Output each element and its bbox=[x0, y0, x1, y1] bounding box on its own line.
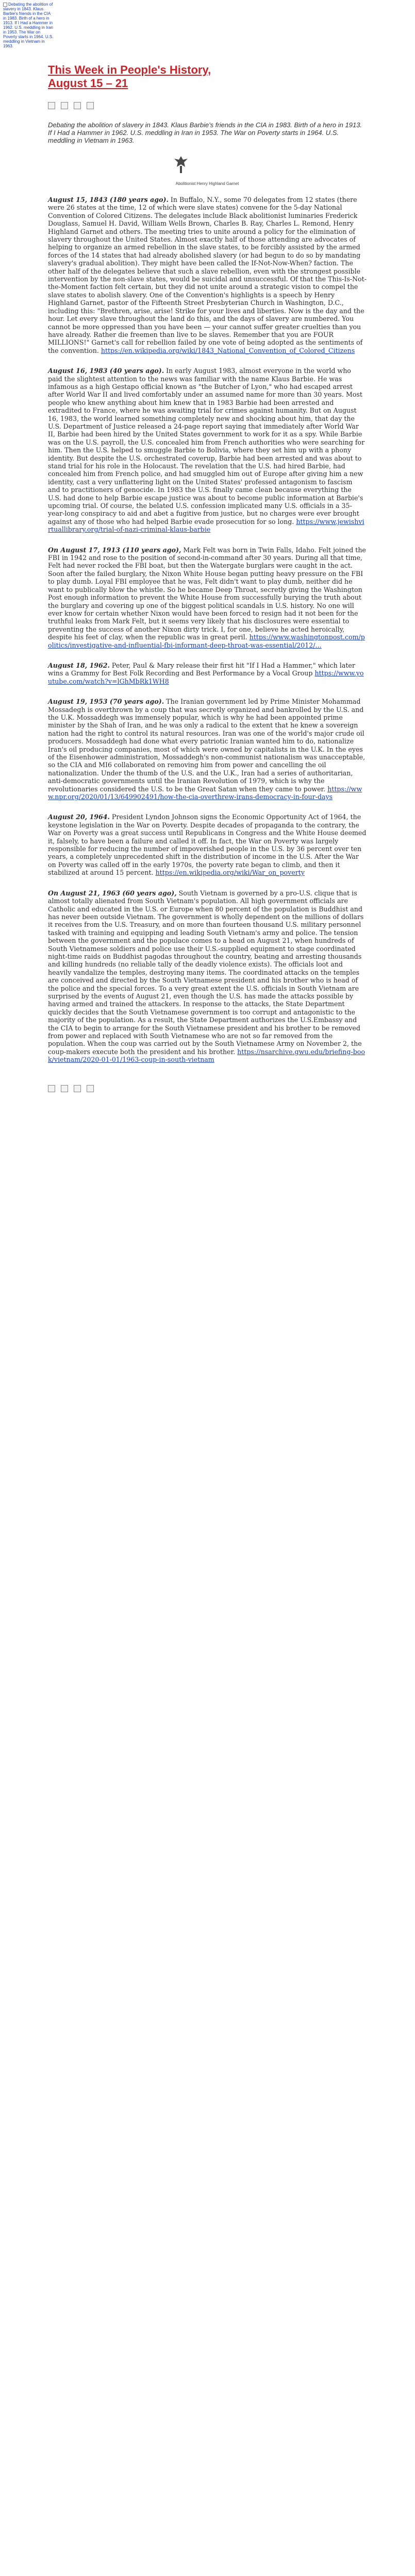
entry-source-link[interactable]: https://en.wikipedia.org/wiki/1843_National_Convention_of_Colored_Citizens bbox=[101, 346, 355, 354]
email-icon[interactable] bbox=[74, 102, 81, 109]
email-icon[interactable] bbox=[74, 1085, 81, 1092]
entry-source-link[interactable]: https://www.washingtonpost.com/politics/investigative-and-influential-fbi-informant-deep-throat-was-essential/2012/... bbox=[48, 633, 365, 649]
facebook-icon[interactable] bbox=[48, 102, 55, 109]
entry-text: In Buffalo, N.Y., some 70 delegates from 12 states (there were 26 states at the time, 12 of which were slave states) convene for the 5-day National Convention of Colored Citizens. The delegates include Black abolitionist luminaries Frederick Douglass, Samuel H. David, William Wells Brown, Charles B. Ray, Charles L. Remond, Henry Highland Garnet and others. The meeting tries to unite around a policy for the elimination of slavery throughout the United States. Almost exactly half of those attending are advocates of helping to organize an armed rebellion in the slave states, to be forcibly assisted by the armed forces of the 14 states that had already abolished slavery (or had begun to do so by mandating slavery's gradual abolition). They might have been called the If-Not-Now-When? faction. The other half of the delegates believe that such a slave rebellion, even with the strongest possible intervention by the non-slave states, would be suicidal and unsuccessful. Of that the This-Is-Not-the-Moment faction felt certain, but they did not unite around a strategic vision to compel the slave states to abolish slavery. One of the Convention's highlights is a speech by Henry Highland Garnet, pastor of the Fifteenth Street Presbyterian Church in Washington, D.C., including this: "Brethren, arise, arise! Strike for your lives and liberties. Now is the day and the hour. Let every slave throughout the land do this, and the days of slavery are numbered. You cannot be more oppressed than you have been — your cannot suffer greater cruelties than you have already. Rather die freemen than live to be slaves. Remember that you are FOUR MILLIONS!" Garnet's call for rebellion failed by one vote of being adopted as the sentiments of the convention. bbox=[48, 196, 367, 354]
entry-text: President Lyndon Johnson signs the Economic Opportunity Act of 1964, the keystone legislation in the War on Poverty. Despite decades of propaganda to the contrary, the War on Poverty was a great success until Republicans in Congress and the White House deemed it, falsely, to have been a failure and called it off. In fact, the War on Poverty was largely responsible for reducing the number of impoverished people in the U.S. by 36 percent over ten years, a completely unprecedented shift in the distribution of income in the U.S. After the War on Poverty was called off in the early 1970s, the poverty rate began to climb, and then it stabilized at around 15 percent. bbox=[48, 813, 367, 877]
entry-item bbox=[48, 889, 367, 1064]
entry-date: August 16, 1983 (40 years ago). bbox=[48, 367, 164, 375]
entry-text: Peter, Paul & Mary release their first hit "If I Had a Hammer," which later wins a Grammy for Best Folk Recording and Best Performance by a Vocal Group bbox=[48, 661, 355, 677]
entry-date: August 15, 1843 (180 years ago). bbox=[48, 196, 169, 204]
entries-list bbox=[48, 196, 367, 1064]
print-icon[interactable] bbox=[87, 1085, 94, 1092]
eagle-logo-icon bbox=[173, 155, 189, 175]
entry-item bbox=[48, 698, 367, 801]
entry-source-link[interactable]: https://www.youtube.com/watch?v=lGhMbRk1WH8 bbox=[48, 669, 364, 685]
newsletter-title[interactable] bbox=[48, 49, 392, 90]
entry-text: South Vietnam is governed by a pro-U.S. clique that is almost totally alienated from South Vietnam's population. All high government officials are Catholic and educated in the U.S. or Europe when 80 percent of the population is Buddhist and has never been outside Vietnam. The government is wholly dependent on the millions of dollars it receives from the U.S. Treasury, and on more than fourteen thousand U.S. military personnel tasked with training and equipping and leading South Vietnam's army and police. The tension between the government and the populace comes to a head on August 21, when hundreds of South Vietnamese soldiers and police use their U.S.-supplied equipment to stage coordinated night-time raids on Buddhist pagodas throughout the country, beating and arresting thousands and killing hundreds (no reliable tally of the deadly violence exists). The officials loot and heavily vandalize the temples, destroying many items. The coordinated attacks on the temples are conceived and directed by the South Vietnamese president and his brother who is head of the police and the special forces. To a very great extent the U.S. officials in South Vietnam are surprised by the events of August 21, even though the U.S. has made the attacks possible by having armed and trained the attackers. In response to the attacks, the State Department quickly decides that the South Vietnamese government is too corrupt and antagonistic to the majority of the population. As a result, the State Department authorizes the U.S.Embassy and the CIA to begin to arrange for the South Vietnamese president and his brother to be removed from power and replaced with South Vietnamese who are not so far removed from the population. When the coup was carried out by the South Vietnamese Army on November 2, the coup-makers execute both the president and his brother. bbox=[48, 889, 364, 1056]
entry-source-link[interactable]: https://www.jewishvirtuallibrary.org/trial-of-nazi-criminal-klaus-barbie bbox=[48, 517, 364, 534]
entry-text: In early August 1983, almost everyone in the world who paid the slightest attention to the news was familiar with the name Klaus Barbie. He was infamous as a high Gestapo official known as "the Butcher of Lyon," who had escaped arrest after World War II and lived comfortably under an assumed name for more than 30 years. Most people who knew anything about him knew that in 1983 Barbie had been arrested and extradited to France, where he was awaiting trial for crimes against humanity. But on August 16, 1983, the world learned something completely new and shocking about him, that day the U.S. Department of Justice released a 24-page report saying that immediately after World War II, Barbie had been hired by the United States government to work for it as a spy. While Barbie was on the U.S. payroll, the U.S. concealed him from French authorities who were searching for him. Then the U.S. helped to smuggle Barbie to Bolivia, where they set him up with a phony identity. But despite the U.S. orchestrated coverup, Barbie had been arrested and was about to stand trial for his role in the Holocaust. The revelation that the U.S. had hired Barbie, had concealed him from French police, and had smuggled him out of Europe after giving him a new identity, cast a very unflattering light on the United States' professed antagonism to fascism and to practitioners of genocide. In 1983 the U.S. finally came clean because everything the U.S. had done to help Barbie escape justice was about to become public information at Barbie's upcoming trial. Of course, the belated U.S. confession implicated many U.S. officials in a 35-year-long conspiracy to aid and abet a fugitive from justice, but no charges were ever brought against any of those who had helped Barbie evade prosecution for so long. bbox=[48, 367, 365, 526]
twitter-icon[interactable] bbox=[61, 102, 68, 109]
entry-date: On August 21, 1963 (60 years ago), bbox=[48, 889, 177, 897]
figure-caption: Abolitionist Henry Highland Garnet bbox=[175, 181, 239, 186]
featured-figure bbox=[22, 155, 392, 191]
newsletter-card bbox=[22, 49, 392, 1095]
entry-date: August 19, 1953 (70 years ago). bbox=[48, 698, 164, 706]
entry-item bbox=[48, 813, 367, 876]
entry-text: The Iranian government led by Prime Minister Mohammad Mossadegh is overthrown by a coup that was secretly organized and bankrolled by the U.S. and the U.K. Mossaddegh was immensely popular, which is why he had been appointed prime minister by the Shah of Iran, and he was only a radical to the extent that he knew a sovereign nation had the right to control its natural resources. Iran was one of the world's major crude oil producers. Mossaddegh had done what every patriotic Iranian wanted him to do, nationalize Iran's oil producing companies, most of which were owned by capitalists in the U.K. In the eyes of the Eisenhower administration, Mossaddegh's non-communist nationalism was unacceptable, so the CIA and MI6 collaborated on removing him from power and cancelling the oil nationalization. Under the thumb of the U.S. and the U.K., Iran had a series of authoritarian, anti-democratic governments until the Iranian Revolution of 1979, which is why the revolutionaries considered the U.S. to be the Great Satan when they came to power. bbox=[48, 698, 366, 793]
entry-source-link[interactable]: https://nsarchive.gwu.edu/briefing-book/vietnam/2020-01-01/1963-coup-in-south-vietnam bbox=[48, 1047, 365, 1064]
twitter-icon[interactable] bbox=[61, 1085, 68, 1092]
entry-source-link[interactable]: https://en.wikipedia.org/wiki/War_on_poverty bbox=[155, 869, 305, 877]
print-icon[interactable] bbox=[87, 102, 94, 109]
preheader-image-alt bbox=[3, 2, 55, 48]
broken-image-icon bbox=[3, 3, 7, 7]
social-share-bottom bbox=[48, 1084, 392, 1095]
preheader-text: Debating the abolition of slavery in 1843. Klaus Barbie's friends in the CIA in 1983. Birth of a hero in 1913. If I Had a Hammer in 1962. U.S. meddling in Iran in 1953. The War on Poverty starts in 1964. U.S. meddling in Vietnam in 1963. bbox=[3, 2, 54, 48]
entry-date: August 18, 1962. bbox=[48, 661, 110, 669]
intro-summary: Debating the abolition of slavery in 1843. Klaus Barbie's friends in the CIA in 1983. Birth of a hero in 1913. If I Had a Hammer in 1962. U.S. meddling in Iran in 1953. The War on Poverty starts in 1964. U.S. meddling in Vietnam in 1963. bbox=[48, 121, 362, 144]
title-line-1[interactable]: This Week in People's History, bbox=[48, 63, 211, 76]
entry-date: On August 17, 1913 (110 years ago), bbox=[48, 546, 181, 554]
entry-text: Mark Felt was born in Twin Falls, Idaho. Felt joined the FBI in 1942 and rose to the position of second-in-command after 30 years. During all that time, Felt had never rocked the FBI boat, but then the Watergate burglars were caught in the act. Soon after the failed burglary, the Nixon White House began putting heavy pressure on the FBI to play dumb. Loyal FBI employee that he was, Felt didn't want to play dumb, neither did he want to publically blow the whistle. So he became Deep Throat, secretly giving the Washington Post enough information to prevent the White House from successfully burying the truth about the burglary and covering up one of the biggest political scandals in U.S. history. No one will ever know for certain whether Nixon would have been forced to resign had it not been for the truthful leaks from Mark Felt, but it seems very likely that his disclosures were essential to preventing the success of another Nixon dirty trick. I, for one, believe he acted heroically, despite his feet of clay, when the republic was in great peril. bbox=[48, 546, 366, 641]
title-line-2[interactable]: August 15 – 21 bbox=[48, 77, 128, 90]
entry-item bbox=[48, 367, 367, 534]
social-share-top bbox=[48, 101, 392, 110]
entry-item bbox=[48, 196, 367, 354]
entry-item bbox=[48, 662, 367, 685]
entry-source-link[interactable]: https://www.npr.org/2020/01/13/649902491/how-the-cia-overthrew-irans-democracy-in-four-days bbox=[48, 785, 362, 801]
entry-date: August 20, 1964. bbox=[48, 813, 110, 821]
entry-item bbox=[48, 546, 367, 649]
facebook-icon[interactable] bbox=[48, 1085, 55, 1092]
